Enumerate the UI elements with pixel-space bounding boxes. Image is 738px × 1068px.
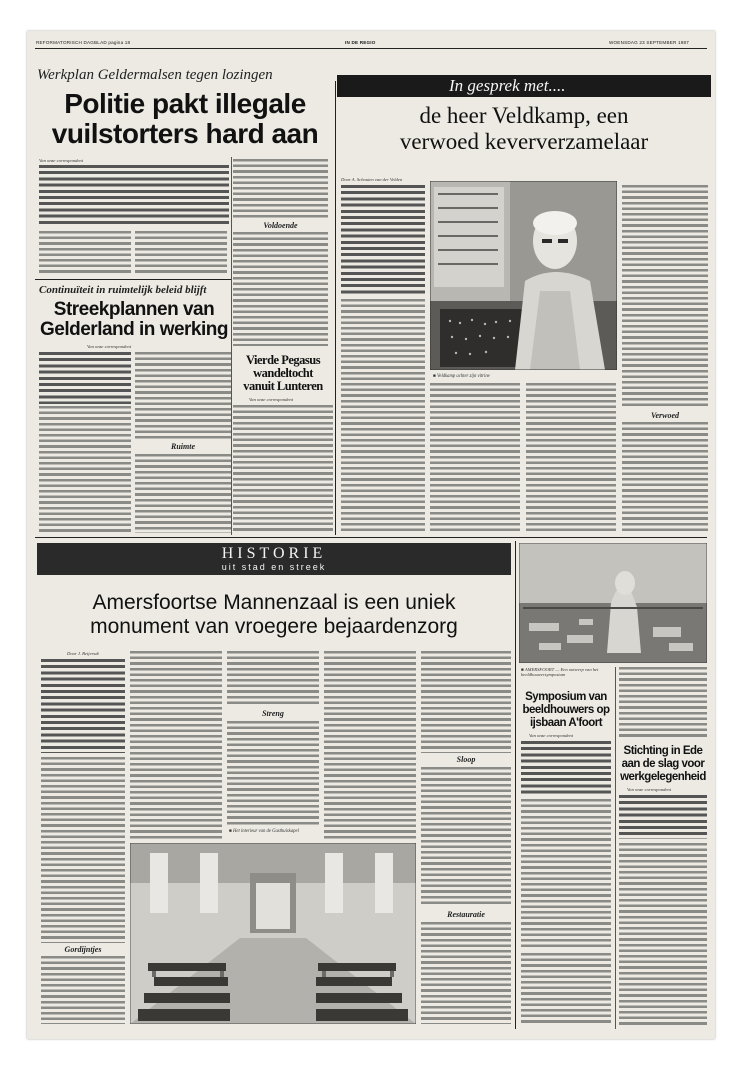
article1-subhead: Voldoende xyxy=(263,221,298,230)
historie-col5c xyxy=(421,922,511,1024)
historie-headline-line2: monument van vroegere bejaardenzorg xyxy=(90,615,458,638)
gesprek-headline xyxy=(337,103,711,155)
article1-divider xyxy=(35,279,231,280)
article2-headline xyxy=(35,300,233,340)
veldkamp-caption xyxy=(433,374,490,379)
historie-lead xyxy=(41,659,125,753)
caption-marker: ■ xyxy=(433,374,438,379)
stichting-lead xyxy=(619,795,707,839)
gesprek-byline: Door A. Schouten van der Velden xyxy=(341,177,403,182)
symposium-caption xyxy=(521,667,613,678)
gesprek-banner xyxy=(337,75,711,97)
symposium-photo-art xyxy=(519,543,707,663)
article2-col2a xyxy=(135,352,231,440)
column-rule-far-right xyxy=(615,667,616,1029)
historie-col5a xyxy=(421,651,511,753)
article2-headline-line1: Streekplannen van xyxy=(53,299,215,320)
article1-headline-line1: Politie pakt illegale xyxy=(64,88,306,119)
stichting-body xyxy=(619,843,707,1025)
historie-subhead-restauratie: Restauratie xyxy=(447,910,485,919)
masthead-left: REFORMATORISCH DAGBLAD pagina 18 xyxy=(36,40,131,45)
mannenzaal-interior-photo xyxy=(130,843,416,1024)
article2-col1 xyxy=(39,406,131,533)
gesprek-lead xyxy=(341,185,425,295)
article2-lead xyxy=(39,352,131,404)
masthead-section: IN DE REGIO xyxy=(345,40,376,45)
gesprek-col3 xyxy=(526,383,616,533)
historie-col2 xyxy=(130,651,222,841)
mannenzaal-interior-photo-art xyxy=(130,843,416,1024)
symposium-headline-line3: ijsbaan A'foort xyxy=(529,717,603,729)
article1-col3b xyxy=(233,232,328,346)
historie-subhead-gordijntjes: Gordijntjes xyxy=(64,945,102,954)
historie-banner-title: HISTORIE xyxy=(221,545,327,562)
veldkamp-photo-art xyxy=(430,181,617,370)
article3-headline-line3: vanuit Lunteren xyxy=(243,379,323,393)
veldkamp-photo xyxy=(430,181,617,370)
stichting-headline-line1: Stichting in Ede xyxy=(623,745,703,757)
column-rule-1 xyxy=(231,157,232,535)
stichting-byline: Van onze correspondent xyxy=(627,787,671,792)
caption-marker: ■ xyxy=(229,829,234,834)
gesprek-col4b xyxy=(622,422,708,533)
symposium-headline-line1: Symposium van xyxy=(525,691,607,703)
article3-headline-line2: wandeltocht xyxy=(253,366,313,380)
historie-byline: Door J. Beijersdt xyxy=(67,651,99,656)
article2-subhead: Ruimte xyxy=(170,442,195,451)
article1-kicker: Werkplan Geldermalsen tegen lozingen xyxy=(37,67,273,83)
gesprek-col1 xyxy=(341,299,425,533)
article2-byline: Van onze correspondent xyxy=(87,344,131,349)
symposium-lead xyxy=(521,741,611,795)
stichting-headline xyxy=(617,745,709,784)
section-rule xyxy=(35,537,707,538)
gesprek-col4a xyxy=(622,185,708,409)
symposium-photo xyxy=(519,543,707,663)
historie-headline-line1: Amersfoortse Mannenzaal is een uniek xyxy=(92,591,456,614)
gesprek-headline-line1: de heer Veldkamp, een xyxy=(419,103,629,128)
bennekom-brief xyxy=(521,953,611,1025)
article1-lead xyxy=(39,165,229,227)
caption-marker: ■ xyxy=(521,667,525,672)
article1-col1 xyxy=(39,231,131,275)
article3-headline xyxy=(233,354,333,393)
symposium-body xyxy=(521,799,611,949)
article1-byline: Van onze correspondent xyxy=(39,158,83,163)
masthead-date: WOENSDAG 23 SEPTEMBER 1987 xyxy=(609,40,690,45)
article3-body xyxy=(233,405,333,533)
article2-headline-line2: Gelderland in werking xyxy=(40,319,228,340)
gesprek-col2 xyxy=(430,383,520,533)
veldkamp-caption-text: Veldkamp achter zijn vitrine xyxy=(437,374,490,379)
historie-col4 xyxy=(324,651,416,841)
vrijhouten-brief xyxy=(619,667,707,737)
historie-col3b xyxy=(227,721,319,827)
historie-photo-caption xyxy=(229,829,299,834)
historie-col1a xyxy=(41,757,125,943)
article1-col2 xyxy=(135,231,227,275)
historie-photo-caption-text: Het interieur van de Gasthuiskapel xyxy=(233,829,299,834)
symposium-headline xyxy=(519,691,613,730)
stichting-headline-line2: aan de slag voor xyxy=(621,758,705,770)
historie-col3a xyxy=(227,651,319,706)
column-rule-main xyxy=(335,81,336,535)
article1-headline-line2: vuilstorters hard aan xyxy=(51,118,319,149)
article3-byline: Van onze correspondent xyxy=(249,397,293,402)
article3-headline-line1: Vierde Pegasus xyxy=(245,353,321,367)
symposium-headline-line2: beeldhouwers op xyxy=(522,704,610,716)
historie-headline xyxy=(37,591,511,639)
historie-col1b xyxy=(41,956,125,1024)
historie-col5b xyxy=(421,767,511,907)
article1-headline xyxy=(35,89,335,149)
stichting-headline-line3: werkgelegenheid xyxy=(620,771,706,783)
gesprek-headline-line2: verwoed keververzamelaar xyxy=(399,129,649,154)
newspaper-page xyxy=(27,31,715,1039)
article1-col3a xyxy=(233,159,328,219)
gesprek-banner-title: In gesprek met.... xyxy=(449,76,566,95)
masthead-rule xyxy=(35,48,707,49)
article2-kicker: Continuïteit in ruimtelijk beleid blijft xyxy=(39,284,207,296)
historie-subhead-streng: Streng xyxy=(262,709,284,718)
article2-col2b xyxy=(135,454,231,533)
symposium-byline: Van onze correspondent xyxy=(529,733,573,738)
historie-banner-subtitle: uit stad en streek xyxy=(221,562,327,572)
gesprek-subhead: Verwoed xyxy=(651,411,679,420)
historie-banner xyxy=(37,543,511,575)
column-rule-right xyxy=(515,541,516,1029)
symposium-caption-text: AMERSFOORT — Een ontwerp van het beeldhouwersymposium xyxy=(521,667,599,678)
historie-subhead-sloop: Sloop xyxy=(456,755,476,764)
